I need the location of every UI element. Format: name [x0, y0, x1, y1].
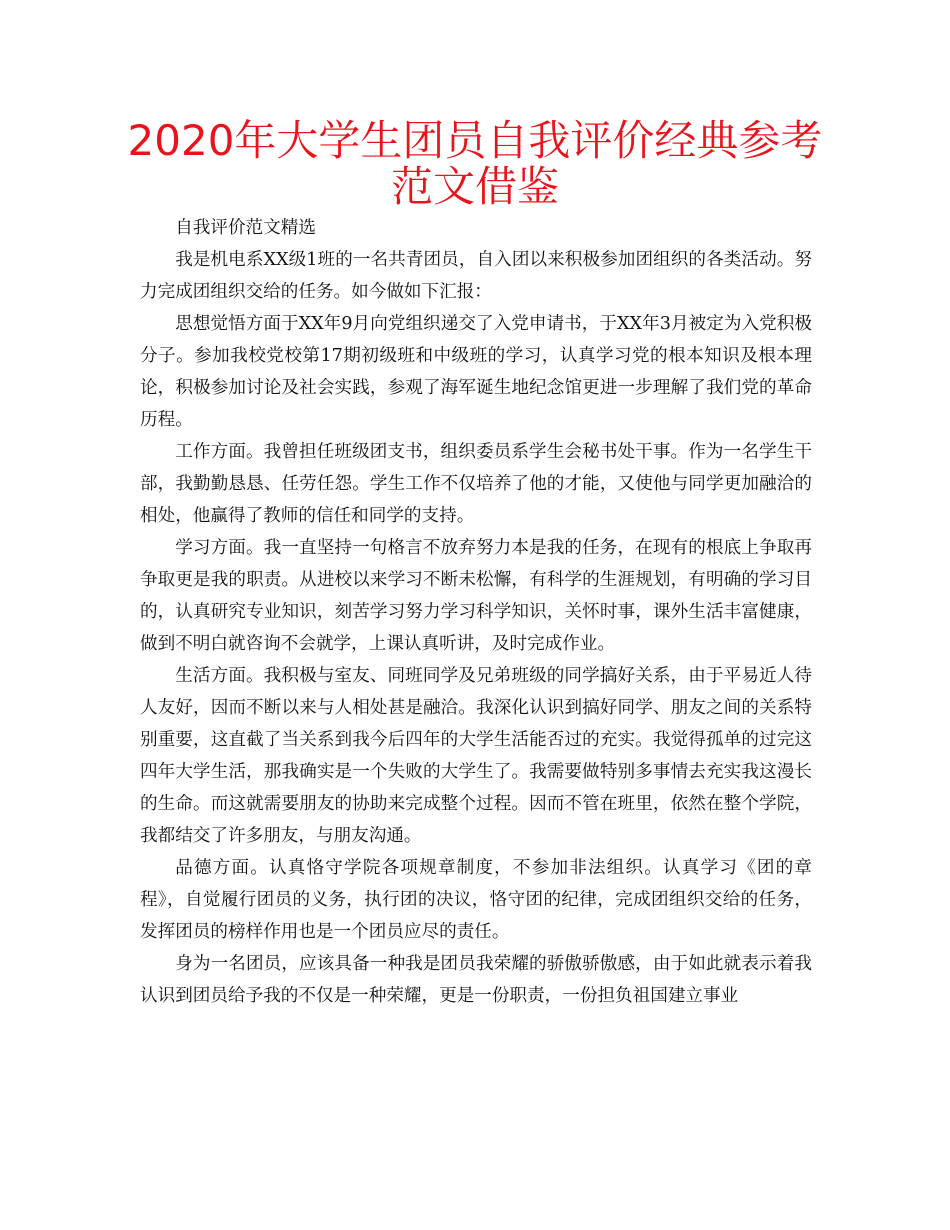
document-body — [140, 212, 812, 1012]
paragraph-ideology: 思想觉悟方面于XX年9月向党组织递交了入党申请书，于XX年3月被定为入党积极分子。参加我校党校第17期初级班和中级班的学习，认真学习党的根本知识及根本理论，积极参加讨论及社会实践，参观了海军诞生地纪念馆更进一步理解了我们党的革命历程。 — [140, 314, 812, 430]
paragraph-work: 工作方面。我曾担任班级团支书，组织委员系学生会秘书处干事。作为一名学生干部，我勤勤恳恳、任劳任怨。学生工作不仅培养了他的才能，又使他与同学更加融洽的相处，他赢得了教师的信任和同学的支持。 — [140, 442, 812, 526]
document-title: 2020年大学生团员自我评价经典参考范文借鉴 — [127, 116, 823, 211]
paragraph-morality: 品德方面。认真恪守学院各项规章制度，不参加非法组织。认真学习《团的章程》，自觉履行团员的义务，执行团的决议，恪守团的纪律，完成团组织交给的任务，发挥团员的榜样作用也是一个团员应尽的责任。 — [140, 858, 812, 942]
paragraph-section-intro: 自我评价范文精选 — [175, 218, 316, 238]
paragraph-conclusion: 身为一名团员，应该具备一种我是团员我荣耀的骄傲骄傲感，由于如此就表示着我认识到团员给予我的不仅是一种荣耀，更是一份职责，一份担负祖国建立事业 — [140, 954, 812, 1006]
paragraph-introduction: 我是机电系XX级1班的一名共青团员，自入团以来积极参加团组织的各类活动。努力完成团组织交给的任务。如今做如下汇报： — [140, 250, 812, 302]
paragraph-life: 生活方面。我积极与室友、同班同学及兄弟班级的同学搞好关系，由于平易近人待人友好，因而不断以来与人相处甚是融洽。我深化认识到搞好同学、朋友之间的关系特别重要，这直截了当关系到我今后四年的大学生活能否过的充实。我觉得孤单的过完这四年大学生活，那我确实是一个失败的大学生了。我需要做特别多事情去充实我这漫长的生命。而这就需要朋友的协助来完成整个过程。因而不管在班里，依然在整个学院，我都结交了许多朋友，与朋友沟通。 — [140, 666, 812, 846]
paragraph-study: 学习方面。我一直坚持一句格言不放弃努力本是我的任务，在现有的根底上争取再争取更是我的职责。从进校以来学习不断未松懈，有科学的生涯规划，有明确的学习目的，认真研究专业知识，刻苦学习努力学习科学知识，关怀时事，课外生活丰富健康，做到不明白就咨询不会就学，上课认真听讲，及时完成作业。 — [140, 538, 812, 654]
